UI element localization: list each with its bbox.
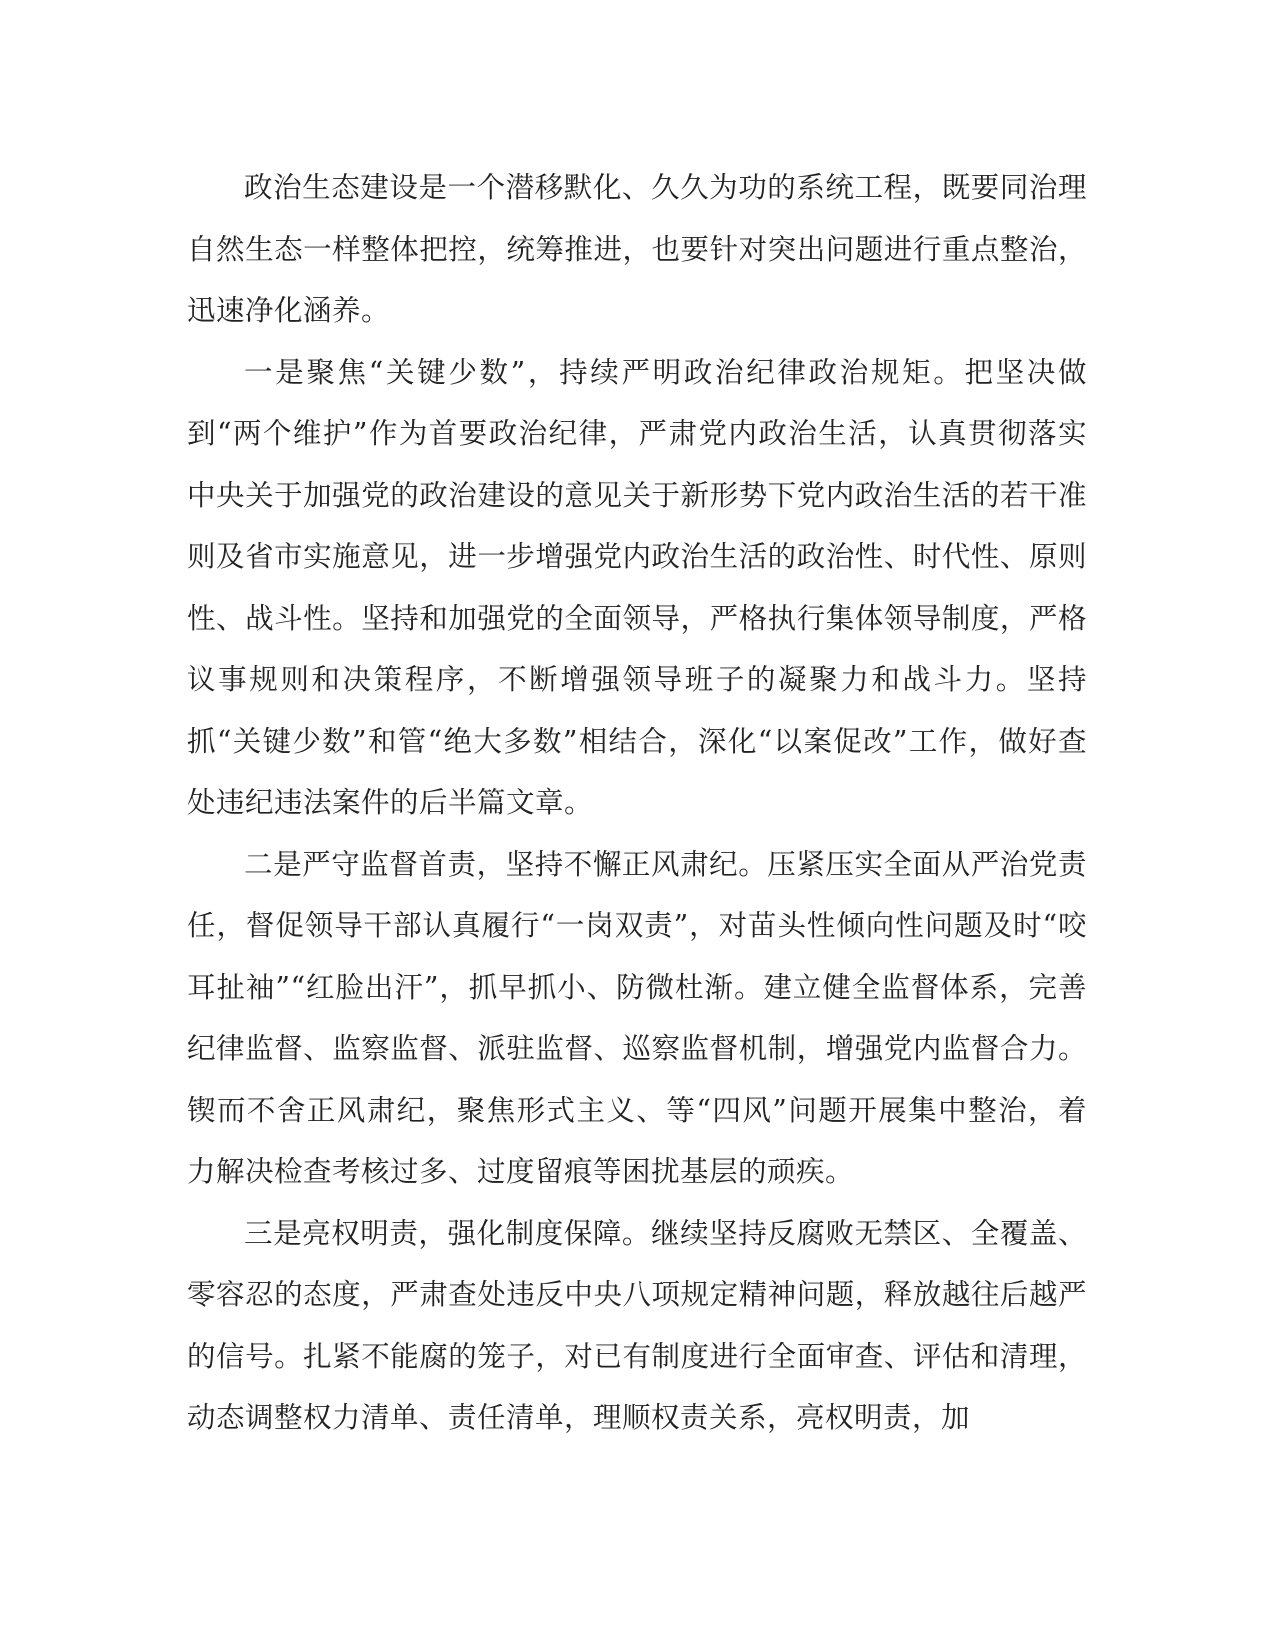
paragraph-intro: 政治生态建设是一个潜移默化、久久为功的系统工程，既要同治理自然生态一样整体把控，统筹推进，也要针对突出问题进行重点整治，迅速净化涵养。 — [187, 171, 1087, 327]
document-body — [187, 157, 1087, 1449]
paragraph-point-three: 三是亮权明责，强化制度保障。继续坚持反腐败无禁区、全覆盖、零容忍的态度，严肃查处违反中央八项规定精神问题，释放越往后越严的信号。扎紧不能腐的笼子，对已有制度进行全面审查、评估和清理，动态调整权力清单、责任清单，理顺权责关系，亮权明责，加 — [187, 1216, 1087, 1434]
paragraph-point-one: 一是聚焦“关键少数”，持续严明政治纪律政治规矩。把坚决做到“两个维护”作为首要政治纪律，严肃党内政治生活，认真贯彻落实中央关于加强党的政治建设的意见关于新形势下党内政治生活的若干准则及省市实施意见，进一步增强党内政治生活的政治性、时代性、原则性、战斗性。坚持和加强党的全面领导，严格执行集体领导制度，严格议事规则和决策程序，不断增强领导班子的凝聚力和战斗力。坚持抓“关键少数”和管“绝大多数”相结合，深化“以案促改”工作，做好查处违纪违法案件的后半篇文章。 — [187, 355, 1087, 819]
paragraph-point-two: 二是严守监督首责，坚持不懈正风肃纪。压紧压实全面从严治党责任，督促领导干部认真履行“一岗双责”，对苗头性倾向性问题及时“咬耳扯袖”“红脸出汗”，抓早抓小、防微杜渐。建立健全监督体系，完善纪律监督、监察监督、派驻监督、巡察监督机制，增强党内监督合力。锲而不舍正风肃纪，聚焦形式主义、等“四风”问题开展集中整治，着力解决检查考核过多、过度留痕等困扰基层的顽疾。 — [187, 847, 1087, 1188]
